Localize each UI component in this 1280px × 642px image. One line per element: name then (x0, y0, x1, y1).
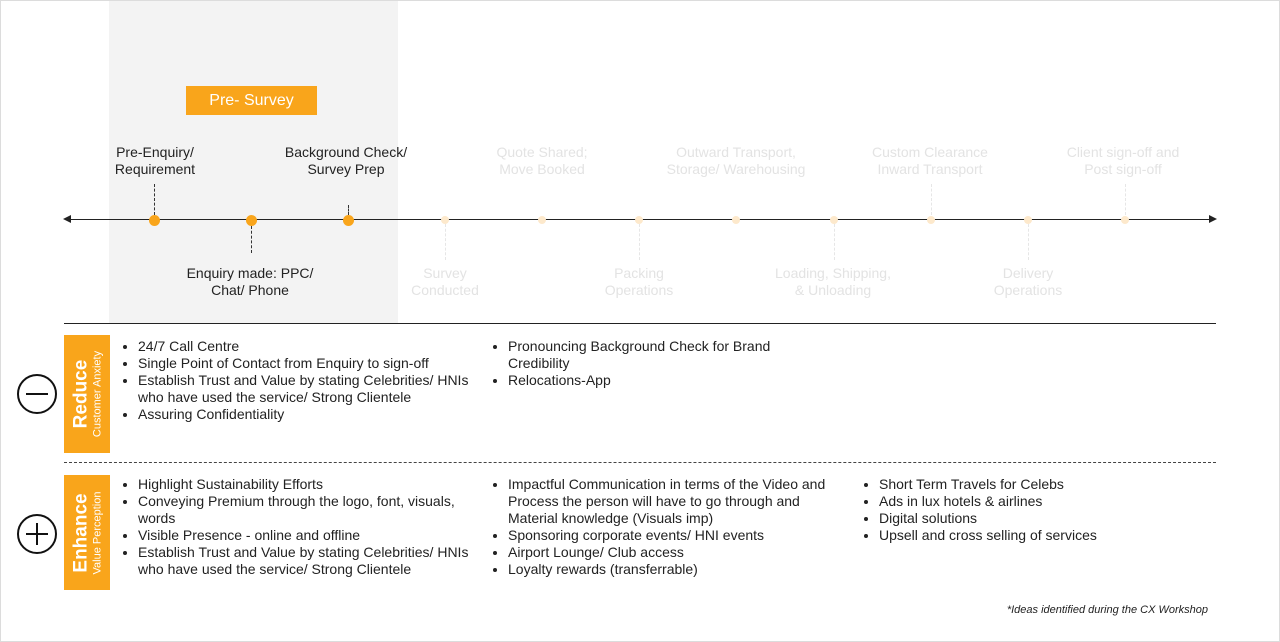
stage-label: Enquiry made: PPC/ Chat/ Phone (186, 265, 314, 298)
section-divider-dashed (64, 462, 1216, 463)
stage-marker (635, 216, 643, 224)
stage-label: Client sign-off and Post sign-off (1066, 144, 1180, 177)
minus-circle-icon (17, 374, 57, 414)
reduce-category-bar (64, 335, 110, 453)
stage-label: Survey Conducted (411, 265, 479, 298)
stage-marker (441, 216, 449, 224)
enhance-ideas-col1 (122, 476, 488, 578)
stage-connector (348, 205, 349, 215)
list-item: • Impactful Communication in terms of the Video and Process the person will have to go through and Material knowledge (Visuals imp) (508, 476, 853, 527)
list-item: • Visible Presence - online and offline (138, 527, 488, 544)
stage-marker (1024, 216, 1032, 224)
stage-marker (343, 215, 354, 226)
stage-label: Custom Clearance Inward Transport (872, 144, 988, 177)
arrow-left-icon (63, 215, 71, 223)
list-item: • Ads in lux hotels & airlines (879, 493, 1179, 510)
list-item: • Airport Lounge/ Club access (508, 544, 853, 561)
stage-connector (1125, 184, 1126, 215)
stage-label: Loading, Shipping, & Unloading (775, 265, 891, 298)
footnote: *Ideas identified during the CX Workshop (1006, 604, 1208, 616)
stage-connector (154, 184, 155, 215)
list-item: • Single Point of Contact from Enquiry to sign-off (138, 355, 488, 372)
stage-label: Pre-Enquiry/ Requirement (114, 144, 196, 177)
phase-badge: Pre- Survey (186, 86, 317, 115)
stage-label: Packing Operations (604, 265, 674, 298)
reduce-subtitle: Customer Anxiety (91, 350, 104, 438)
stage-label: Background Check/ Survey Prep (284, 144, 408, 177)
section-divider (64, 323, 1216, 324)
list-item: • Highlight Sustainability Efforts (138, 476, 488, 493)
stage-marker (927, 216, 935, 224)
stage-connector (1028, 224, 1029, 260)
enhance-ideas-col2 (492, 476, 853, 578)
stage-label: Quote Shared; Move Booked (496, 144, 588, 177)
list-item: • Sponsoring corporate events/ HNI events (508, 527, 853, 544)
stage-label: Outward Transport, Storage/ Warehousing (666, 144, 806, 177)
stage-label: Delivery Operations (993, 265, 1063, 298)
list-item: • Establish Trust and Value by stating Celebrities/ HNIs who have used the service/ Strong Clientele (138, 372, 488, 406)
stage-connector (445, 224, 446, 260)
list-item: • Relocations-App (508, 372, 828, 389)
stage-connector (931, 184, 932, 215)
stage-marker (830, 216, 838, 224)
stage-marker (538, 216, 546, 224)
list-item: • 24/7 Call Centre (138, 338, 488, 355)
list-item: • Short Term Travels for Celebs (879, 476, 1179, 493)
reduce-ideas-col2 (492, 338, 828, 389)
enhance-subtitle: Value Perception (91, 491, 104, 574)
stage-connector (251, 226, 252, 253)
list-item: • Digital solutions (879, 510, 1179, 527)
enhance-ideas-col3 (863, 476, 1179, 544)
list-item: • Assuring Confidentiality (138, 406, 488, 423)
stage-marker (732, 216, 740, 224)
enhance-title: Enhance (70, 492, 92, 573)
plus-circle-icon (17, 514, 57, 554)
arrow-right-icon (1209, 215, 1217, 223)
list-item: • Loyalty rewards (transferrable) (508, 561, 853, 578)
list-item: • Establish Trust and Value by stating Celebrities/ HNIs who have used the service/ Strong Clientele (138, 544, 488, 578)
stage-connector (639, 224, 640, 260)
enhance-category-bar (64, 475, 110, 590)
list-item: • Conveying Premium through the logo, font, visuals, words (138, 493, 488, 527)
list-item: • Upsell and cross selling of services (879, 527, 1179, 544)
list-item: • Pronouncing Background Check for Brand Credibility (508, 338, 828, 372)
stage-marker (149, 215, 160, 226)
stage-marker (246, 215, 257, 226)
reduce-ideas-col1 (122, 338, 488, 423)
stage-marker (1121, 216, 1129, 224)
reduce-title: Reduce (70, 359, 92, 429)
stage-connector (834, 224, 835, 260)
